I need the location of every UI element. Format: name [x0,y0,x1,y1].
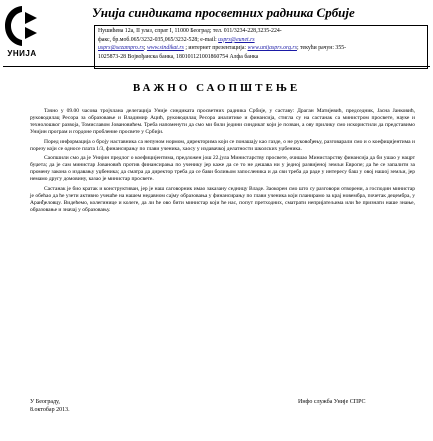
contact-line-1: Нушићева 12а, II улаз, спрат I, 11000 Београд; тел. 011/3234-228,3235-224- [98,28,282,34]
email-link-2[interactable]: usprs@sezampro.rs [98,45,144,52]
website-link[interactable]: www.unijasprs.org.rs [247,45,297,52]
header-divider [3,66,430,67]
email-link[interactable]: usprs@eunet.rs [218,36,255,43]
union-logo [3,4,41,48]
contact-line-2-text: факс, бр.моб.065/3232-035,065/3232-528; e-mail: [98,36,217,43]
paragraph-1: Тачно у 09.00 часова тројчлана делегација Уније синдиката просветних радника Србије, у саставу: Драган Матијевић, председник, Јасна Јанковић, руководилац Ресора за образовање и Владимир Ацић, руководилац Ресора аналитике и финансија, стигла су на састанак са министром просвете, науке и технолошког развоја, Томиславом Јовановићем. Треба напоменути да смо ми били једини синдикат који је позван, а ову прилику смо искористили да представимо Унијин програм и гордоне пробление просвете у Србији. [30,108,415,135]
date: 8.октобар 2013. [30,406,70,413]
contact-line-5: 1025873-28 Војвођанска банка, 180101121001860754 Алфа банка [98,53,259,60]
place: У Београду, [30,399,60,405]
paragraph-4: Састанак је био кратак и конструктиван, јер је наш саговорник имао заказану седницу Владе. Заокорен смо што су разговори отворени, а господин министар је обећао да ће узети активно учешће на нашем недавном сајму образовања у финансирању по глави ученика који планирамо за крај новембра, почетак децембра, у Аранђеловцу. Видећемо, колегинице и колеге, да ли ће ово бити министар који ће нас, попут претходних, сматрати непријатељима или ће признати наше знање, образовање и значај у образовању. [30,186,415,213]
contact-box [94,25,428,69]
signature: Инфо служба Уније СПРС [298,399,366,405]
contact-line-3-text: ; интернет презентација: [185,45,247,52]
place-date [30,399,70,414]
document-body [30,108,415,217]
paragraph-3: Саопшили смо да је Унијин предлог о коефицијентима, предложен још 22.јула Министарству просвете, очишао Министарству финансија да би ушао у нацрт буџета; да је сам министар Јовановић против финансирања по ученику јер каже да се то не дешава ни у једној развијеној земљи Европе; да ће се запалити за промену закона о издавању уџбеника; да сматра да директор треба да се бави болињом запосленика и да сви треба да раде у интересу баш у овој нашој земљи, јер немамо другу домовину, казао је министар просвете. [30,155,415,183]
logo-text: УНИЈА [7,49,37,58]
contact-line-4-text: ; текући рачун: 355- [296,45,347,52]
site-link[interactable]: www.sindikat.rs [146,45,184,52]
contact-line-3: usprs@sezampro.rs; www.sindikat.rs ; интернет презентација: www.unijasprs.org.rs; текући рачун: 355- [98,45,347,52]
organization-title: Унија синдиката просветних радника Србије [92,5,355,20]
contact-line-2 [98,36,424,45]
document-title: ВАЖНО САОПШТЕЊЕ [132,82,301,94]
paragraph-2: Поред информација о броју наставника са непуном нормом, директорима који се понашају као газде, о не руковођењу, разговарали смо и о коефицијентима и порезу који се односе плата 1/3, финансирању по глави ученика, хаосу у издавачкој делатности школских уџбеника. [30,138,415,152]
